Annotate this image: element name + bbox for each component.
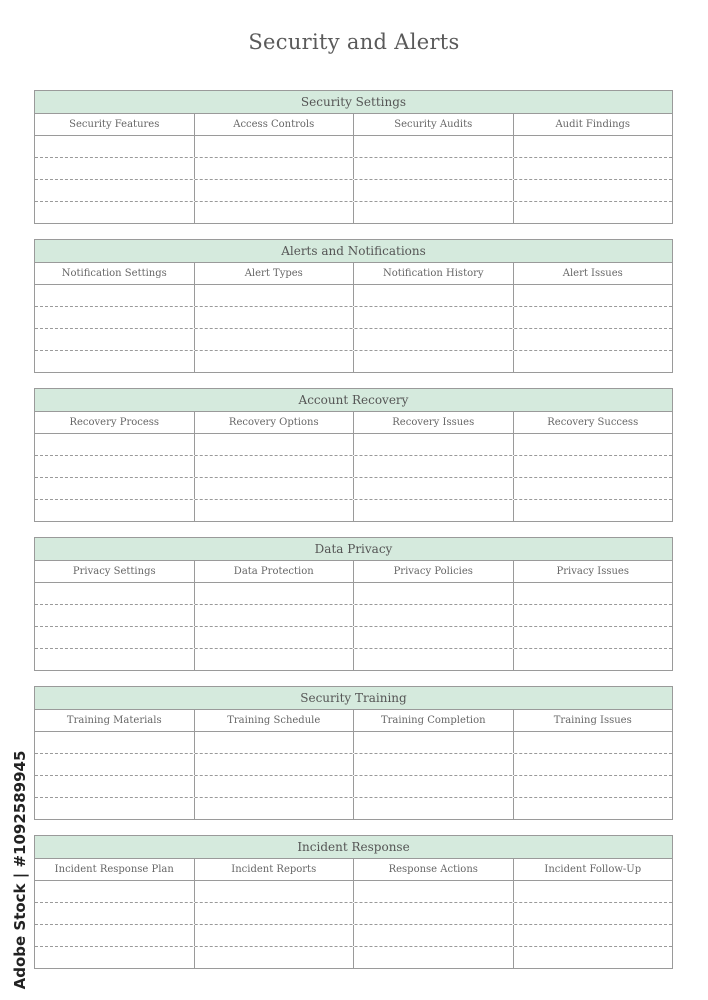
table-row <box>35 798 672 819</box>
table-row <box>35 434 672 456</box>
table-cell[interactable] <box>354 285 514 306</box>
table-cell[interactable] <box>195 158 355 179</box>
table-cell[interactable] <box>195 605 355 626</box>
section-title: Security Training <box>35 687 672 710</box>
column-header: Response Actions <box>354 859 514 880</box>
column-header: Training Materials <box>35 710 195 731</box>
table-cell[interactable] <box>35 351 195 372</box>
table-cell[interactable] <box>514 136 673 157</box>
table-cell[interactable] <box>35 798 195 819</box>
table-cell[interactable] <box>195 478 355 499</box>
table-cell[interactable] <box>195 798 355 819</box>
column-header: Audit Findings <box>555 119 631 130</box>
section-security-training <box>34 686 673 820</box>
table-cell[interactable] <box>354 180 514 201</box>
table-cell[interactable] <box>514 180 673 201</box>
table-cell[interactable] <box>35 732 195 753</box>
table-cell[interactable] <box>354 202 514 223</box>
column-header: Notification Settings <box>35 263 195 284</box>
table-cell[interactable] <box>514 456 673 477</box>
table-cell[interactable] <box>514 776 673 797</box>
table-cell[interactable] <box>195 351 355 372</box>
table-cell[interactable] <box>195 925 355 946</box>
table-cell[interactable] <box>514 478 673 499</box>
table-cell[interactable] <box>514 351 673 372</box>
table-cell[interactable] <box>35 500 195 521</box>
column-header: Alert Issues <box>562 268 623 279</box>
table-cell[interactable] <box>514 329 673 350</box>
table-cell[interactable] <box>195 307 355 328</box>
table-row <box>35 732 672 754</box>
table-row <box>35 583 672 605</box>
column-header: Privacy Policies <box>354 561 514 582</box>
column-header: Alert Types <box>195 263 355 284</box>
table-cell[interactable] <box>514 947 673 968</box>
table-cell[interactable] <box>354 329 514 350</box>
page-title: Security and Alerts <box>248 30 460 54</box>
table-row <box>35 627 672 649</box>
table-cell[interactable] <box>35 158 195 179</box>
table-cell[interactable] <box>514 605 673 626</box>
section-title: Security Settings <box>35 91 672 114</box>
table-cell[interactable] <box>35 925 195 946</box>
table-cell[interactable] <box>514 583 673 604</box>
table-cell[interactable] <box>354 478 514 499</box>
column-header: Security Audits <box>354 114 514 135</box>
table-cell[interactable] <box>354 649 514 670</box>
table-cell[interactable] <box>195 500 355 521</box>
table-cell[interactable] <box>354 776 514 797</box>
table-row <box>35 307 672 329</box>
table-cell[interactable] <box>354 881 514 902</box>
table-cell[interactable] <box>514 732 673 753</box>
column-header: Incident Follow-Up <box>544 864 642 875</box>
table-cell[interactable] <box>35 329 195 350</box>
table-cell[interactable] <box>354 351 514 372</box>
stock-watermark <box>2 745 38 995</box>
table-cell[interactable] <box>195 180 355 201</box>
table-row <box>35 285 672 307</box>
table-row <box>35 478 672 500</box>
section-title: Incident Response <box>35 836 672 859</box>
table-cell[interactable] <box>195 649 355 670</box>
column-header: Data Protection <box>195 561 355 582</box>
column-header: Access Controls <box>195 114 355 135</box>
column-header-row <box>35 561 672 583</box>
table-cell[interactable] <box>195 754 355 775</box>
table-cell[interactable] <box>514 903 673 924</box>
table-row <box>35 605 672 627</box>
column-header: Recovery Process <box>35 412 195 433</box>
table-cell[interactable] <box>514 158 673 179</box>
column-header: Incident Reports <box>195 859 355 880</box>
table-cell[interactable] <box>514 285 673 306</box>
table-cell[interactable] <box>195 285 355 306</box>
column-header-row <box>35 859 672 881</box>
table-cell[interactable] <box>354 136 514 157</box>
table-row <box>35 180 672 202</box>
table-cell[interactable] <box>35 180 195 201</box>
column-header: Notification History <box>354 263 514 284</box>
section-title: Data Privacy <box>35 538 672 561</box>
table-cell[interactable] <box>514 202 673 223</box>
table-cell[interactable] <box>35 136 195 157</box>
table-cell[interactable] <box>35 478 195 499</box>
table-cell[interactable] <box>514 798 673 819</box>
table-row <box>35 649 672 670</box>
table-cell[interactable] <box>195 329 355 350</box>
table-cell[interactable] <box>195 947 355 968</box>
table-cell[interactable] <box>35 649 195 670</box>
table-row <box>35 754 672 776</box>
column-header: Privacy Settings <box>35 561 195 582</box>
column-header: Privacy Issues <box>556 566 629 577</box>
table-row <box>35 903 672 925</box>
table-cell[interactable] <box>354 605 514 626</box>
table-cell[interactable] <box>35 627 195 648</box>
table-row <box>35 456 672 478</box>
column-header: Training Schedule <box>195 710 355 731</box>
section-incident-response <box>34 835 673 969</box>
table-cell[interactable] <box>195 583 355 604</box>
table-cell[interactable] <box>195 202 355 223</box>
table-cell[interactable] <box>354 158 514 179</box>
table-row <box>35 351 672 372</box>
table-cell[interactable] <box>35 903 195 924</box>
column-header: Incident Response Plan <box>35 859 195 880</box>
table-cell[interactable] <box>514 754 673 775</box>
table-cell[interactable] <box>195 136 355 157</box>
column-header: Recovery Options <box>195 412 355 433</box>
table-cell[interactable] <box>354 925 514 946</box>
section-title: Alerts and Notifications <box>35 240 672 263</box>
table-cell[interactable] <box>354 947 514 968</box>
table-cell[interactable] <box>195 776 355 797</box>
table-cell[interactable] <box>35 202 195 223</box>
table-cell[interactable] <box>35 285 195 306</box>
column-header: Security Features <box>35 114 195 135</box>
table-row <box>35 881 672 903</box>
table-cell[interactable] <box>354 903 514 924</box>
table-cell[interactable] <box>195 627 355 648</box>
table-cell[interactable] <box>35 456 195 477</box>
table-cell[interactable] <box>195 456 355 477</box>
table-cell[interactable] <box>195 903 355 924</box>
table-cell[interactable] <box>35 947 195 968</box>
table-cell[interactable] <box>514 307 673 328</box>
column-header: Training Completion <box>354 710 514 731</box>
column-header: Recovery Issues <box>354 412 514 433</box>
section-account-recovery <box>34 388 673 522</box>
section-security-settings <box>34 90 673 224</box>
table-cell[interactable] <box>195 434 355 455</box>
column-header: Recovery Success <box>547 417 639 428</box>
table-cell[interactable] <box>354 627 514 648</box>
section-alerts-notifications <box>34 239 673 373</box>
table-cell[interactable] <box>514 434 673 455</box>
table-row <box>35 202 672 223</box>
table-row <box>35 158 672 180</box>
section-title: Account Recovery <box>35 389 672 412</box>
table-cell[interactable] <box>514 649 673 670</box>
table-cell[interactable] <box>35 434 195 455</box>
table-cell[interactable] <box>35 307 195 328</box>
watermark-text: Adobe Stock | #1092589945 <box>11 750 29 990</box>
table-cell[interactable] <box>354 307 514 328</box>
column-header-row <box>35 114 672 136</box>
table-cell[interactable] <box>35 881 195 902</box>
table-cell[interactable] <box>354 732 514 753</box>
table-cell[interactable] <box>195 732 355 753</box>
column-header: Training Issues <box>553 715 632 726</box>
table-cell[interactable] <box>35 605 195 626</box>
table-cell[interactable] <box>35 754 195 775</box>
table-cell[interactable] <box>354 456 514 477</box>
table-row <box>35 329 672 351</box>
table-row <box>35 776 672 798</box>
table-cell[interactable] <box>35 583 195 604</box>
table-cell[interactable] <box>35 776 195 797</box>
table-cell[interactable] <box>354 583 514 604</box>
table-cell[interactable] <box>514 925 673 946</box>
table-cell[interactable] <box>514 500 673 521</box>
column-header-row <box>35 263 672 285</box>
table-row <box>35 925 672 947</box>
table-cell[interactable] <box>354 500 514 521</box>
table-cell[interactable] <box>195 881 355 902</box>
table-row <box>35 500 672 521</box>
column-header-row <box>35 710 672 732</box>
table-cell[interactable] <box>514 881 673 902</box>
table-cell[interactable] <box>354 798 514 819</box>
section-data-privacy <box>34 537 673 671</box>
table-cell[interactable] <box>354 434 514 455</box>
table-cell[interactable] <box>354 754 514 775</box>
table-row <box>35 136 672 158</box>
column-header-row <box>35 412 672 434</box>
table-row <box>35 947 672 968</box>
table-cell[interactable] <box>514 627 673 648</box>
